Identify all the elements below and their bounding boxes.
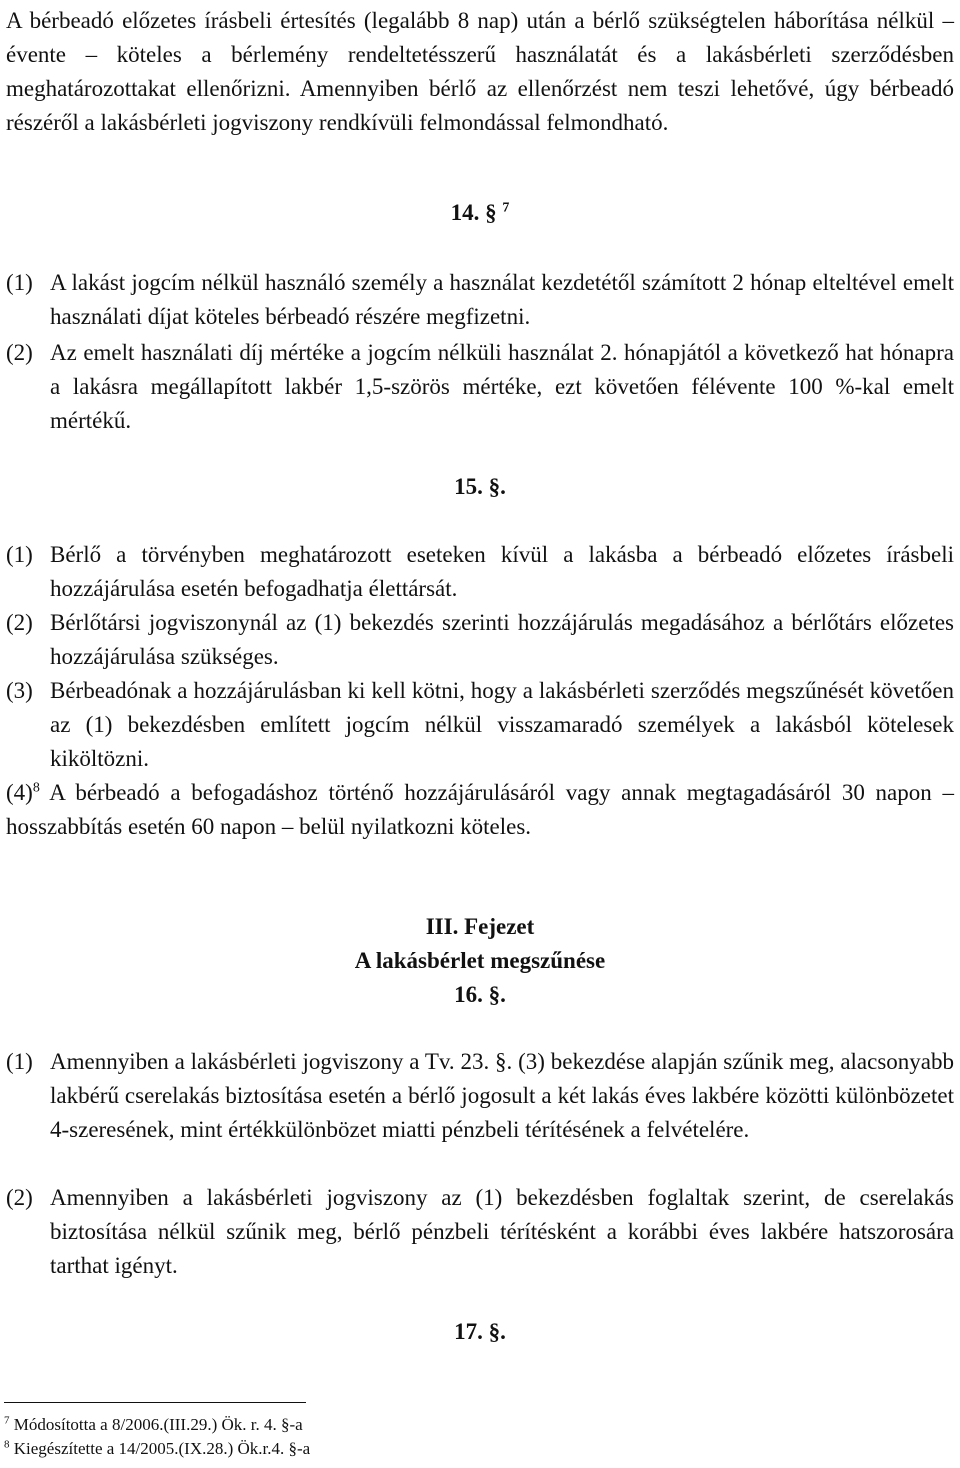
section-17-heading: 17. §. — [454, 1319, 506, 1344]
footnote-7: $^7$ Módosította a 8/2006.(III.29.) Ök. r. 4. §-a — [4, 1414, 303, 1434]
intro-paragraph: A bérbeadó előzetes írásbeli értesítés (legalább 8 nap) után a bérlő szükségtelen háborítása nélkül – évente – köteles a bérlemény rendeltetésszerű használatát és a lakásbérleti szerződésben meghatározottakat ellenőrizni. Amennyiben bérlő az ellenőrzést nem teszi lehetővé, úgy bérbeadó részéről a lakásbérleti jogviszony rendkívüli felmondással felmondható. — [6, 8, 954, 135]
section-14-paragraph-1: (1) A lakást jogcím nélkül használó személy a használat kezdetétől számított 2 hónap elteltével emelt használati díjat köteles bérbeadó részére megfizetni. — [6, 270, 954, 329]
section-14-paragraph-2: (2) Az emelt használati díj mértéke a jogcím nélküli használat 2. hónapjától a következő hat hónapra a lakásra megállapított lakbér 1,5-szörös mértéke, ezt követően félévente 100 %-kal emelt mértékű. — [6, 340, 954, 433]
section-16-heading: 16. §. — [454, 982, 506, 1007]
footnote-separator — [4, 1402, 306, 1403]
footnote-ref-7: 7 — [502, 200, 510, 216]
chapter-number: III. Fejezet — [425, 914, 535, 939]
section-15-paragraph-4: $(4)^8$ A bérbeadó a befogadáshoz történő hozzájárulásáról vagy annak megtagadásáról 30 napon – hosszabbítás esetén 60 napon – belül nyilatkozni köteles. — [6, 780, 954, 839]
section-15-paragraph-3: (3) Bérbeadónak a hozzájárulásban ki kell kötni, hogy a lakásbérleti szerződés megszűnését követően az (1) bekezdésben említett jogcím nélkül visszamaradó személyek a lakásból kötelesek kiköltözni. — [6, 678, 954, 771]
footnote-ref-8: 8 — [32, 780, 40, 796]
footnote-8: $^8$ Kiegészítette a 14/2005.(IX.28.) Ök.r.4. §-a — [4, 1438, 311, 1458]
section-14-heading: 14. § $^7$ — [450, 200, 510, 225]
section-15-paragraph-1: (1) Bérlő a törvényben meghatározott eseteken kívül a lakásba a bérbeadó előzetes írásbeli hozzájárulása esetén befogadhatja élettársát. — [6, 542, 954, 601]
section-16-paragraph-2: (2) Amennyiben a lakásbérleti jogviszony az (1) bekezdésben foglaltak szerint, de cserelakás biztosítása nélkül szűnik meg, bérlő pénzbeli térítésként a korábbi éves lakbére hatszorosára tarthat igényt. — [6, 1185, 954, 1278]
section-16-paragraph-1: (1) Amennyiben a lakásbérleti jogviszony a Tv. 23. §. (3) bekezdése alapján szűnik meg, alacsonyabb lakbérű cserelakás biztosítása esetén a bérlő jogosult a két lakás éves lakbére közötti különbözetet 4-szeresének, mint értékkülönbözet miatti pénzbeli térítésének a felvételére. — [6, 1049, 954, 1142]
section-15-heading: 15. §. — [454, 474, 506, 499]
chapter-title: A lakásbérlet megszűnése — [354, 948, 606, 973]
section-15-paragraph-2: (2) Bérlőtársi jogviszonynál az (1) bekezdés szerinti hozzájárulás megadásához a bérlőtárs előzetes hozzájárulása szükséges. — [6, 610, 954, 669]
